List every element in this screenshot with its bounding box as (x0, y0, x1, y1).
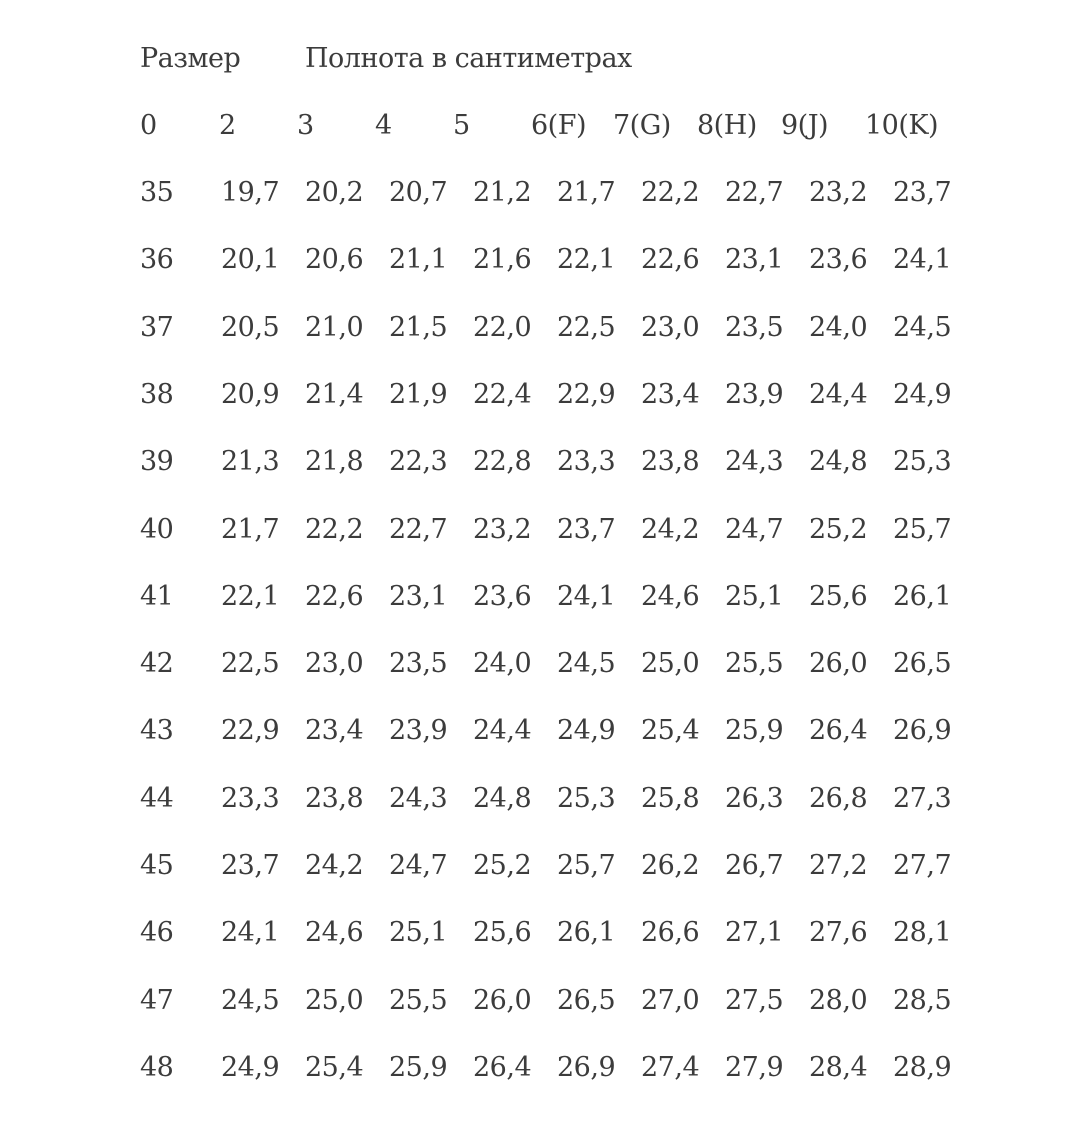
fullness-cell: 21,0 (305, 312, 364, 343)
fullness-title: Полнота в сантиметрах (305, 43, 632, 74)
fullness-cell: 24,5 (221, 985, 280, 1016)
fullness-cell: 24,9 (221, 1052, 280, 1083)
size-cell: 35 (140, 177, 174, 208)
fullness-cell: 26,8 (809, 783, 868, 814)
fullness-cell: 21,3 (221, 446, 280, 477)
fullness-cell: 26,9 (893, 715, 952, 746)
fullness-cell: 19,7 (221, 177, 280, 208)
fullness-cell: 27,1 (725, 917, 784, 948)
header-cell: 7(G) (613, 110, 671, 141)
fullness-cell: 22,4 (473, 379, 532, 410)
fullness-cell: 26,5 (893, 648, 952, 679)
fullness-cell: 25,6 (809, 581, 868, 612)
fullness-cell: 23,2 (473, 514, 532, 545)
fullness-cell: 23,5 (725, 312, 784, 343)
fullness-cell: 26,1 (893, 581, 952, 612)
fullness-cell: 24,7 (389, 850, 448, 881)
size-cell: 43 (140, 715, 174, 746)
fullness-cell: 28,9 (893, 1052, 952, 1083)
fullness-cell: 21,6 (473, 244, 532, 275)
size-cell: 46 (140, 917, 174, 948)
fullness-cell: 23,2 (809, 177, 868, 208)
fullness-cell: 27,4 (641, 1052, 700, 1083)
fullness-cell: 26,4 (473, 1052, 532, 1083)
header-row (0, 106, 1068, 146)
size-cell: 40 (140, 514, 174, 545)
fullness-cell: 25,9 (389, 1052, 448, 1083)
fullness-cell: 25,1 (725, 581, 784, 612)
fullness-cell: 20,2 (305, 177, 364, 208)
fullness-cell: 22,2 (305, 514, 364, 545)
fullness-cell: 23,4 (641, 379, 700, 410)
fullness-cell: 24,2 (305, 850, 364, 881)
fullness-cell: 24,4 (809, 379, 868, 410)
size-cell: 42 (140, 648, 174, 679)
fullness-cell: 26,5 (557, 985, 616, 1016)
size-cell: 47 (140, 985, 174, 1016)
fullness-cell: 27,3 (893, 783, 952, 814)
fullness-cell: 24,0 (473, 648, 532, 679)
fullness-cell: 22,1 (221, 581, 280, 612)
fullness-cell: 25,6 (473, 917, 532, 948)
fullness-cell: 24,1 (893, 244, 952, 275)
fullness-cell: 23,9 (725, 379, 784, 410)
fullness-cell: 26,2 (641, 850, 700, 881)
header-cell: 3 (297, 110, 314, 141)
fullness-cell: 27,6 (809, 917, 868, 948)
fullness-cell: 20,9 (221, 379, 280, 410)
fullness-cell: 22,1 (557, 244, 616, 275)
fullness-cell: 28,0 (809, 985, 868, 1016)
fullness-cell: 22,7 (389, 514, 448, 545)
fullness-cell: 25,7 (893, 514, 952, 545)
size-cell: 45 (140, 850, 174, 881)
size-title: Размер (140, 43, 241, 74)
fullness-cell: 23,3 (557, 446, 616, 477)
fullness-cell: 23,8 (305, 783, 364, 814)
header-cell: 2 (219, 110, 236, 141)
fullness-cell: 27,9 (725, 1052, 784, 1083)
fullness-cell: 21,7 (221, 514, 280, 545)
fullness-cell: 26,4 (809, 715, 868, 746)
table-row (0, 711, 1068, 751)
fullness-cell: 25,8 (641, 783, 700, 814)
fullness-cell: 21,4 (305, 379, 364, 410)
fullness-cell: 26,3 (725, 783, 784, 814)
fullness-cell: 24,0 (809, 312, 868, 343)
table-row (0, 913, 1068, 953)
fullness-cell: 21,5 (389, 312, 448, 343)
fullness-cell: 25,4 (641, 715, 700, 746)
fullness-cell: 24,5 (557, 648, 616, 679)
fullness-cell: 24,1 (221, 917, 280, 948)
table-row (0, 375, 1068, 415)
fullness-cell: 24,4 (473, 715, 532, 746)
table-row (0, 1048, 1068, 1088)
fullness-cell: 22,6 (641, 244, 700, 275)
fullness-cell: 27,2 (809, 850, 868, 881)
fullness-cell: 25,5 (389, 985, 448, 1016)
fullness-cell: 20,7 (389, 177, 448, 208)
fullness-cell: 23,7 (221, 850, 280, 881)
fullness-cell: 21,2 (473, 177, 532, 208)
table-row (0, 981, 1068, 1021)
fullness-cell: 25,2 (473, 850, 532, 881)
fullness-cell: 26,0 (473, 985, 532, 1016)
fullness-cell: 27,5 (725, 985, 784, 1016)
fullness-cell: 25,2 (809, 514, 868, 545)
fullness-cell: 21,9 (389, 379, 448, 410)
fullness-cell: 25,9 (725, 715, 784, 746)
fullness-cell: 22,0 (473, 312, 532, 343)
fullness-cell: 22,7 (725, 177, 784, 208)
fullness-cell: 23,1 (389, 581, 448, 612)
header-cell: 5 (453, 110, 470, 141)
fullness-cell: 22,8 (473, 446, 532, 477)
table-row (0, 442, 1068, 482)
table-row (0, 173, 1068, 213)
fullness-cell: 22,6 (305, 581, 364, 612)
fullness-cell: 20,6 (305, 244, 364, 275)
fullness-cell: 23,4 (305, 715, 364, 746)
fullness-cell: 28,1 (893, 917, 952, 948)
table-row (0, 846, 1068, 886)
header-cell: 10(K) (865, 110, 939, 141)
fullness-cell: 23,5 (389, 648, 448, 679)
size-cell: 39 (140, 446, 174, 477)
fullness-cell: 22,5 (221, 648, 280, 679)
fullness-cell: 25,3 (893, 446, 952, 477)
fullness-cell: 24,3 (389, 783, 448, 814)
fullness-cell: 24,3 (725, 446, 784, 477)
size-cell: 48 (140, 1052, 174, 1083)
title-row (0, 39, 1068, 79)
fullness-cell: 25,0 (641, 648, 700, 679)
fullness-cell: 28,5 (893, 985, 952, 1016)
fullness-cell: 21,8 (305, 446, 364, 477)
fullness-cell: 24,6 (641, 581, 700, 612)
fullness-cell: 27,7 (893, 850, 952, 881)
table-row (0, 510, 1068, 550)
fullness-cell: 20,1 (221, 244, 280, 275)
fullness-cell: 26,7 (725, 850, 784, 881)
fullness-cell: 25,7 (557, 850, 616, 881)
fullness-cell: 23,7 (893, 177, 952, 208)
fullness-cell: 25,0 (305, 985, 364, 1016)
header-cell: 9(J) (781, 110, 829, 141)
fullness-cell: 24,7 (725, 514, 784, 545)
fullness-cell: 28,4 (809, 1052, 868, 1083)
table-row (0, 240, 1068, 280)
fullness-cell: 23,8 (641, 446, 700, 477)
fullness-cell: 24,5 (893, 312, 952, 343)
fullness-cell: 22,2 (641, 177, 700, 208)
fullness-cell: 23,7 (557, 514, 616, 545)
size-cell: 37 (140, 312, 174, 343)
fullness-cell: 25,4 (305, 1052, 364, 1083)
size-cell: 44 (140, 783, 174, 814)
fullness-cell: 25,3 (557, 783, 616, 814)
fullness-cell: 24,8 (809, 446, 868, 477)
fullness-cell: 23,0 (305, 648, 364, 679)
header-cell: 8(H) (697, 110, 757, 141)
fullness-cell: 21,7 (557, 177, 616, 208)
fullness-cell: 25,1 (389, 917, 448, 948)
table-row (0, 577, 1068, 617)
fullness-cell: 23,0 (641, 312, 700, 343)
header-cell: 4 (375, 110, 392, 141)
fullness-cell: 22,9 (221, 715, 280, 746)
fullness-cell: 21,1 (389, 244, 448, 275)
fullness-cell: 24,8 (473, 783, 532, 814)
header-cell: 0 (140, 110, 157, 141)
fullness-cell: 22,3 (389, 446, 448, 477)
fullness-cell: 24,1 (557, 581, 616, 612)
fullness-cell: 20,5 (221, 312, 280, 343)
fullness-cell: 24,9 (557, 715, 616, 746)
size-cell: 41 (140, 581, 174, 612)
size-cell: 36 (140, 244, 174, 275)
fullness-cell: 24,9 (893, 379, 952, 410)
fullness-cell: 23,1 (725, 244, 784, 275)
fullness-cell: 23,9 (389, 715, 448, 746)
fullness-cell: 26,9 (557, 1052, 616, 1083)
table-row (0, 644, 1068, 684)
fullness-cell: 23,3 (221, 783, 280, 814)
table-row (0, 779, 1068, 819)
header-cell: 6(F) (531, 110, 586, 141)
fullness-cell: 24,6 (305, 917, 364, 948)
fullness-cell: 22,9 (557, 379, 616, 410)
fullness-cell: 24,2 (641, 514, 700, 545)
fullness-cell: 26,1 (557, 917, 616, 948)
fullness-cell: 27,0 (641, 985, 700, 1016)
fullness-cell: 26,6 (641, 917, 700, 948)
fullness-cell: 23,6 (473, 581, 532, 612)
fullness-cell: 23,6 (809, 244, 868, 275)
fullness-cell: 25,5 (725, 648, 784, 679)
fullness-cell: 22,5 (557, 312, 616, 343)
table-row (0, 308, 1068, 348)
fullness-cell: 26,0 (809, 648, 868, 679)
size-cell: 38 (140, 379, 174, 410)
